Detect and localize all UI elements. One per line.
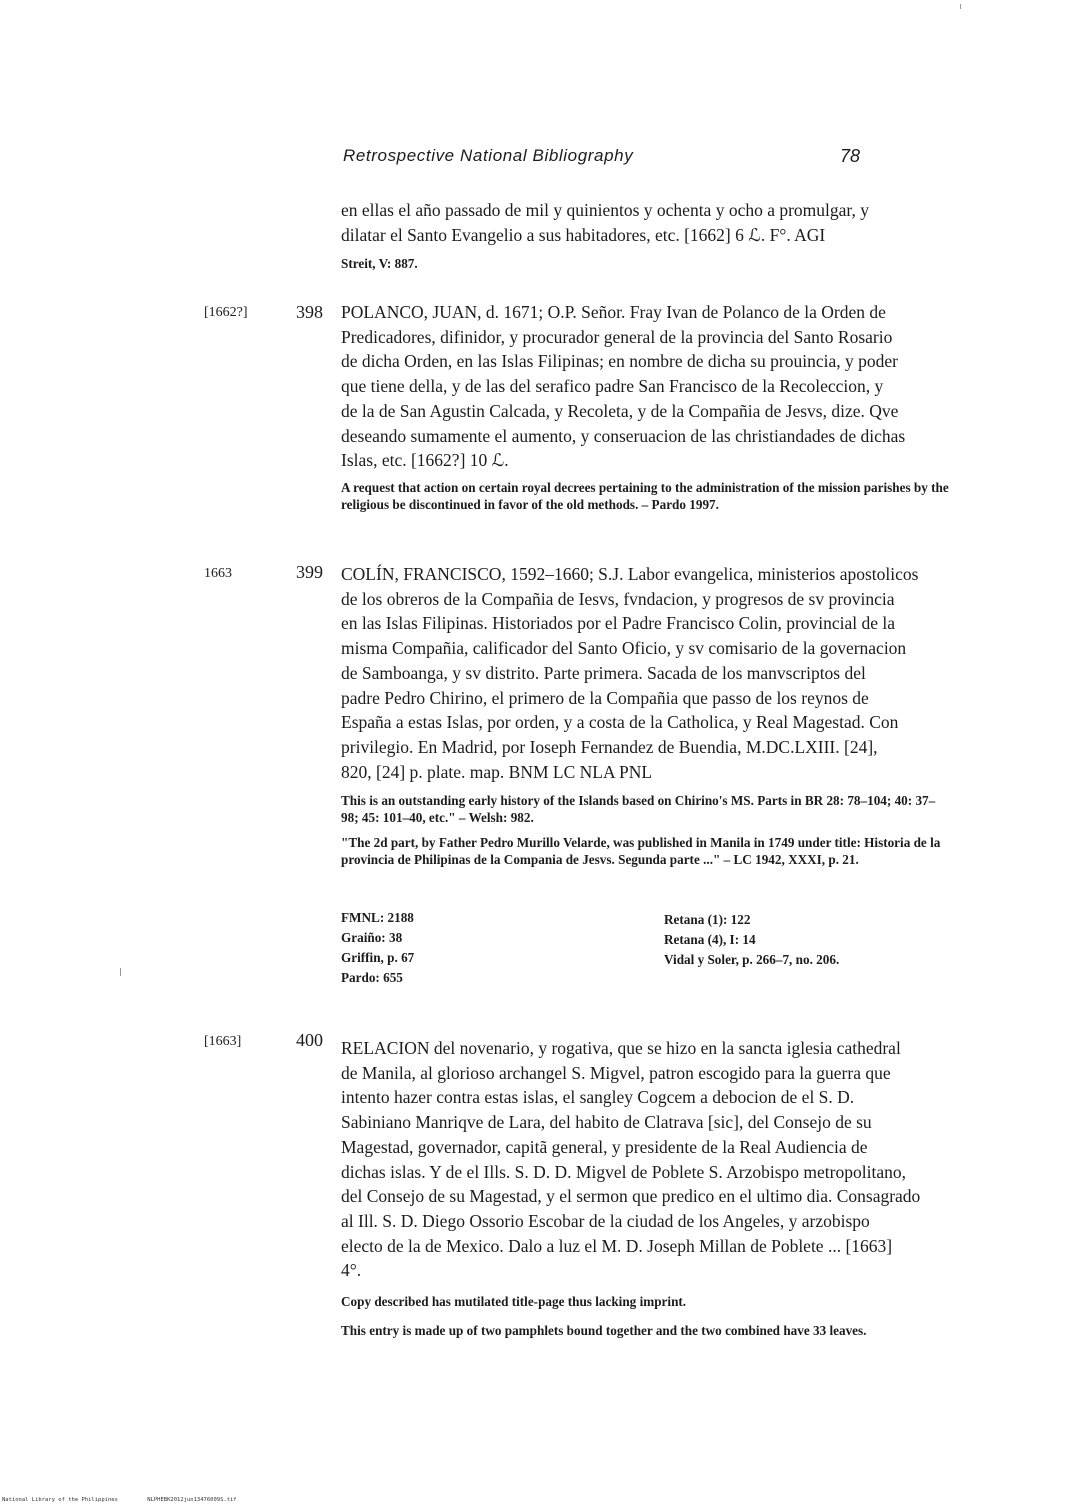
text-line: en ellas el año passado de mil y quinientos y ochenta y ocho a promulgar, y [341, 200, 870, 220]
footer-filename: NLPHEBK2012jun13476009S.tif [147, 1497, 237, 1503]
references-right [664, 910, 839, 970]
reference-item: Graiño: 38 [341, 930, 403, 945]
text-line: España a estas Islas, por orden, y a costa de la Catholica, y Real Magestad. Con [341, 712, 899, 733]
text-line: Islas, etc. [1662?] 10 ℒ. [341, 450, 509, 471]
text-line: Sabiniano Manriqve de Lara, del habito de Clatrava [sic], del Consejo de su [341, 1112, 872, 1133]
text-line: Predicadores, difinidor, y procurador general de la provincia del Santo Rosario [341, 326, 893, 347]
footer-library: National Library of the Philippines [2, 1497, 118, 1503]
entry-399-number: 399 [296, 562, 323, 582]
text-line: dilatar el Santo Evangelio a sus habitadores, etc. [1662] 6 ℒ. F°. AGI [341, 224, 826, 245]
text-line: intento hazer contra estas islas, el sangley Cogcem a debocion de el S. D. [341, 1087, 855, 1108]
reference-item: Pardo: 655 [341, 970, 403, 985]
text-line: POLANCO, JUAN, d. 1671; O.P. Señor. Fray Ivan de Polanco de la Orden de [341, 302, 886, 322]
annotation-note: "The 2d part, by Father Pedro Murillo Velarde, was published in Manila in 1749 under title: Historia de la provincia de Philipinas de la Compania de Jesvs. Segunda parte ..." – LC 1942, XXXI, p. 21. [341, 835, 941, 868]
running-header-title: Retrospective National Bibliography [343, 146, 634, 165]
continuation-block [341, 198, 981, 272]
annotation-note: A request that action on certain royal decrees pertaining to the administration of the mission parishes by the religious be discontinued in favor of the old methods. – Pardo 1997. [341, 479, 949, 512]
annotation-note: This entry is made up of two pamphlets bound together and the two combined have 33 leaves. [341, 1323, 867, 1339]
text-line: padre Pedro Chirino, el primero de la Compañia que passo de los reynos de [341, 687, 869, 708]
text-line: de Samboanga, y sv distrito. Parte primera. Sacada de los manvscriptos del [341, 662, 866, 683]
annotation-note: This is an outstanding early history of the Islands based on Chirino's MS. Parts in BR 28: 78–104; 40: 37–98; 45: 101–40, etc." – Welsh: 982. [341, 793, 936, 826]
entry-399 [341, 562, 981, 868]
citation-note: Streit, V: 887. [341, 256, 418, 272]
text-line: de dicha Orden, en las Islas Filipinas; en nombre de dicha su prouincia, y poder [341, 351, 898, 372]
text-line: COLÍN, FRANCISCO, 1592–1660; S.J. Labor evangelica, ministerios apostolicos [341, 564, 919, 584]
reference-item: Vidal y Soler, p. 266–7, no. 206. [664, 952, 840, 967]
entry-399-date: 1663 [204, 566, 232, 581]
annotation-note: Copy described has mutilated title-page thus lacking imprint. [341, 1294, 687, 1310]
reference-item: Griffin, p. 67 [341, 950, 415, 965]
text-line: de la de San Agustin Calcada, y Recoleta, y de la Compañia de Jesvs, dize. Qve [341, 400, 899, 421]
text-line: que tiene della, y de las del serafico padre San Francisco de la Recoleccion, y [341, 376, 884, 397]
entry-398 [341, 300, 981, 513]
text-line: 820, [24] p. plate. map. BNM LC NLA PNL [341, 761, 653, 782]
text-line: dichas islas. Y de el Ills. S. D. D. Migvel de Poblete S. Arzobispo metropolitano, [341, 1161, 906, 1182]
text-line: misma Compañia, calificador del Santo Oficio, y sv comisario de la governacion [341, 638, 907, 659]
text-line: RELACION del novenario, y rogativa, que se hizo en la sancta iglesia cathedral [341, 1038, 901, 1058]
entry-400 [341, 1036, 981, 1339]
entry-400-number: 400 [296, 1030, 323, 1050]
entry-400-date: [1663] [204, 1034, 242, 1049]
text-line: deseando sumamente el aumento, y conseruacion de las christiandades de dichas [341, 425, 906, 446]
page-number: 78 [840, 146, 861, 166]
scan-mark [120, 968, 121, 976]
text-line: privilegio. En Madrid, por Ioseph Fernandez de Buendia, M.DC.LXIII. [24], [341, 736, 878, 757]
text-line: al Ill. S. D. Diego Ossorio Escobar de la ciudad de los Angeles, y arzobispo [341, 1210, 870, 1231]
text-line: de los obreros de la Compañia de Iesvs, fvndacion, y progresos de sv provincia [341, 588, 895, 609]
reference-item: Retana (4), I: 14 [664, 932, 756, 947]
text-line: electo de la de Mexico. Dalo a luz el M. D. Joseph Millan de Poblete ... [1663] [341, 1235, 893, 1256]
text-line: del Consejo de su Magestad, y el sermon que predico en el ultimo dia. Consagrado [341, 1186, 921, 1207]
entry-398-date: [1662?] [204, 305, 248, 320]
text-line: 4°. [341, 1260, 362, 1281]
reference-item: FMNL: 2188 [341, 910, 414, 925]
text-line: de Manila, al glorioso archangel S. Migvel, patron escogido para la guerra que [341, 1062, 891, 1083]
entry-398-number: 398 [296, 302, 323, 322]
references-left [341, 908, 414, 988]
text-line: Magestad, governador, capitã general, y presidente de la Real Audiencia de [341, 1136, 868, 1157]
scan-mark [960, 4, 961, 9]
scan-footer [2, 1497, 263, 1503]
reference-item: Retana (1): 122 [664, 912, 751, 927]
text-line: en las Islas Filipinas. Historiados por el Padre Francisco Colin, provincial de la [341, 613, 896, 634]
